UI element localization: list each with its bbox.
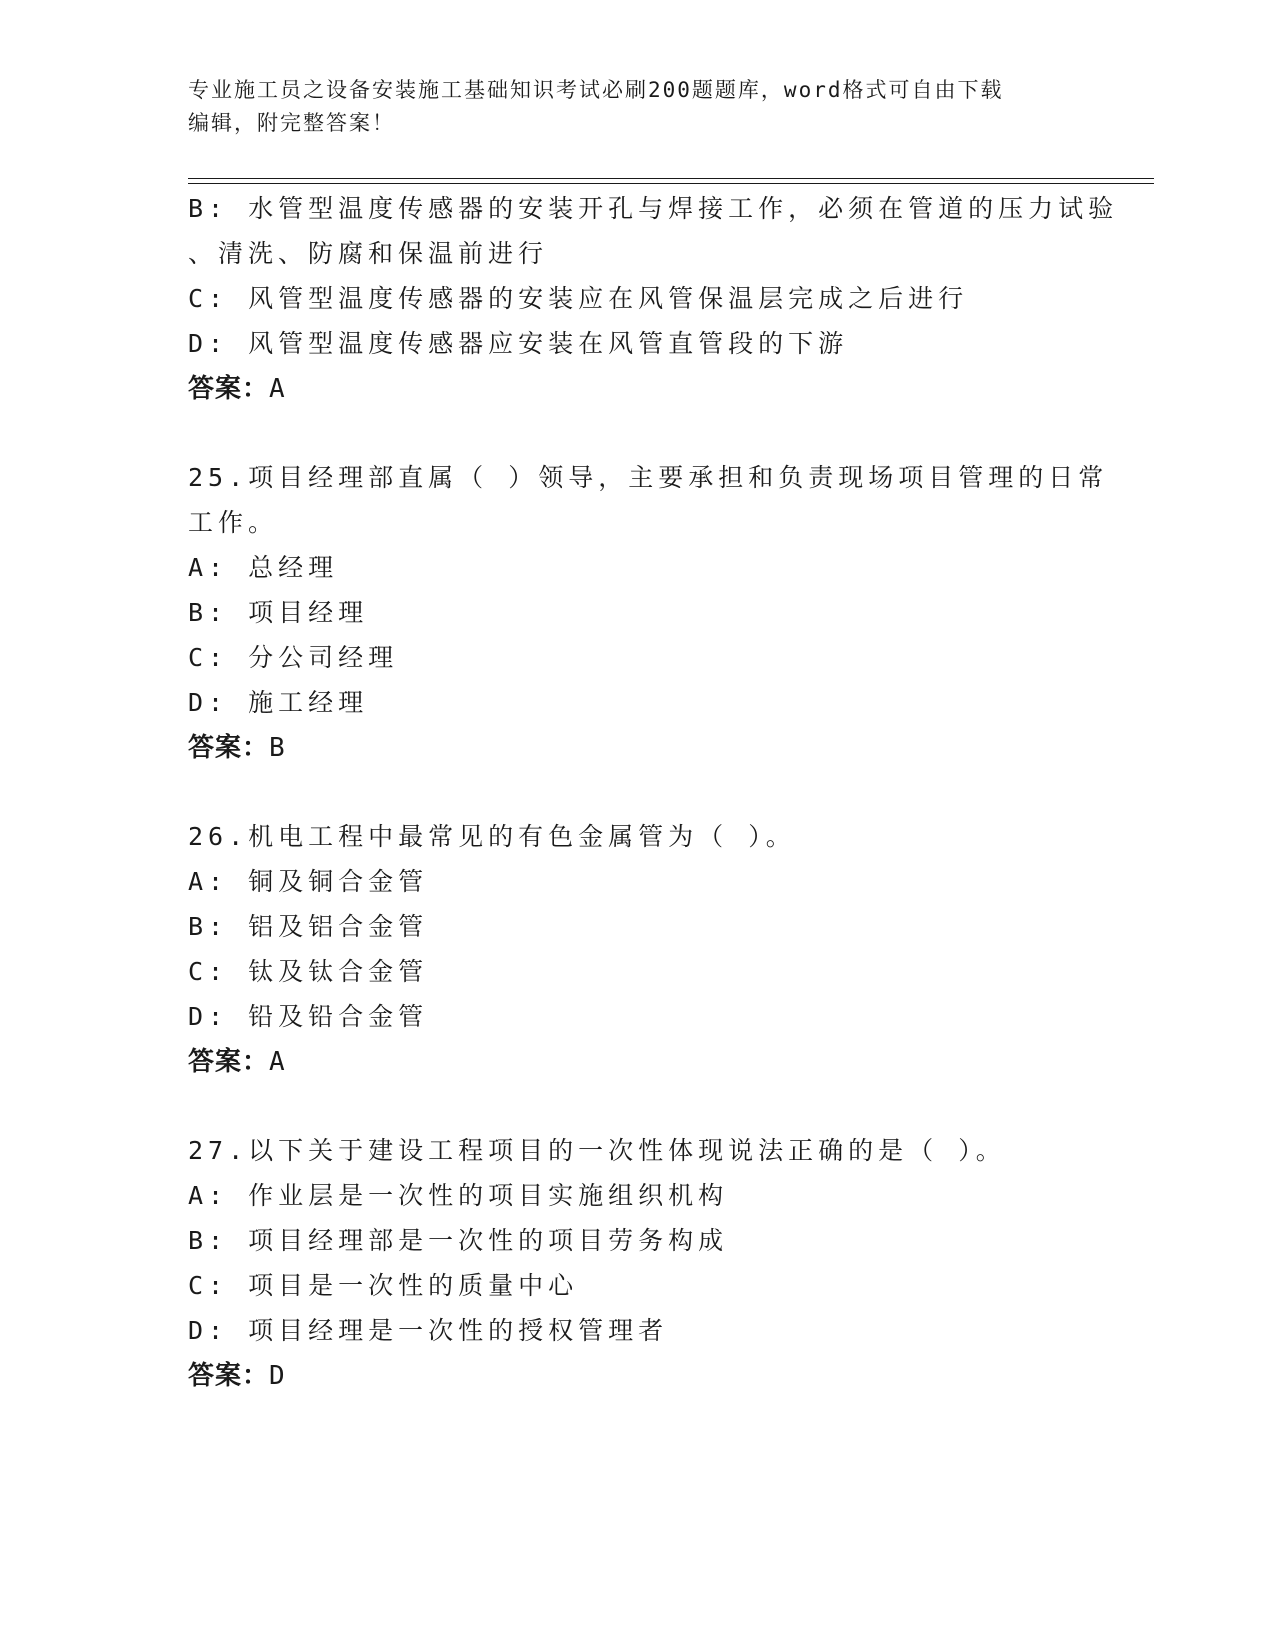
q27-answer-label: 答案： [188, 1361, 270, 1391]
q26-answer-label: 答案： [188, 1047, 270, 1077]
q26-option-a: A: 铜及铜合金管 [188, 867, 429, 896]
q25-answer-label: 答案： [188, 733, 270, 763]
q26-answer [188, 1045, 286, 1079]
q25-option-a: A: 总经理 [188, 553, 339, 582]
q27-option-a: A: 作业层是一次性的项目实施组织机构 [188, 1181, 729, 1210]
q25-stem-line1: 25.项目经理部直属（ ）领导，主要承担和负责现场项目管理的日常 [188, 463, 1109, 492]
header-title-line1: 专业施工员之设备安装施工基础知识考试必刷200题题库，word格式可自由下载 [188, 78, 1004, 102]
q24-answer [188, 372, 286, 406]
q25-option-d: D: 施工经理 [188, 688, 369, 717]
header-title-line2: 编辑，附完整答案！ [188, 111, 395, 135]
q27-answer-value: D [269, 1361, 286, 1391]
q26-option-d: D: 铅及铅合金管 [188, 1002, 429, 1031]
q24-option-d: D: 风管型温度传感器应安装在风管直管段的下游 [188, 329, 849, 358]
q27-answer [188, 1359, 286, 1393]
q24-option-b-line1: B: 水管型温度传感器的安装开孔与焊接工作，必须在管道的压力试验 [188, 194, 1119, 223]
q25-answer [188, 731, 286, 765]
q25-option-c: C: 分公司经理 [188, 643, 399, 672]
q24-option-b-line2: 、清洗、防腐和保温前进行 [188, 239, 549, 268]
q27-option-d: D: 项目经理是一次性的授权管理者 [188, 1316, 669, 1345]
header-divider-top [188, 178, 1154, 179]
q27-stem: 27.以下关于建设工程项目的一次性体现说法正确的是（ ）。 [188, 1136, 1006, 1165]
document-header [188, 74, 1088, 140]
q25-answer-value: B [269, 733, 286, 763]
header-divider-bottom [188, 183, 1154, 184]
q26-option-b: B: 铝及铝合金管 [188, 912, 429, 941]
q24-option-c: C: 风管型温度传感器的安装应在风管保温层完成之后进行 [188, 284, 969, 313]
q25-option-b: B: 项目经理 [188, 598, 369, 627]
q26-option-c: C: 钛及钛合金管 [188, 957, 429, 986]
q27-option-c: C: 项目是一次性的质量中心 [188, 1271, 579, 1300]
q25-stem-line2: 工作。 [188, 508, 279, 537]
q24-answer-label: 答案： [188, 374, 270, 404]
q26-stem: 26.机电工程中最常见的有色金属管为（ ）。 [188, 822, 796, 851]
q24-answer-value: A [269, 374, 286, 404]
q27-option-b: B: 项目经理部是一次性的项目劳务构成 [188, 1226, 729, 1255]
q26-answer-value: A [269, 1047, 286, 1077]
